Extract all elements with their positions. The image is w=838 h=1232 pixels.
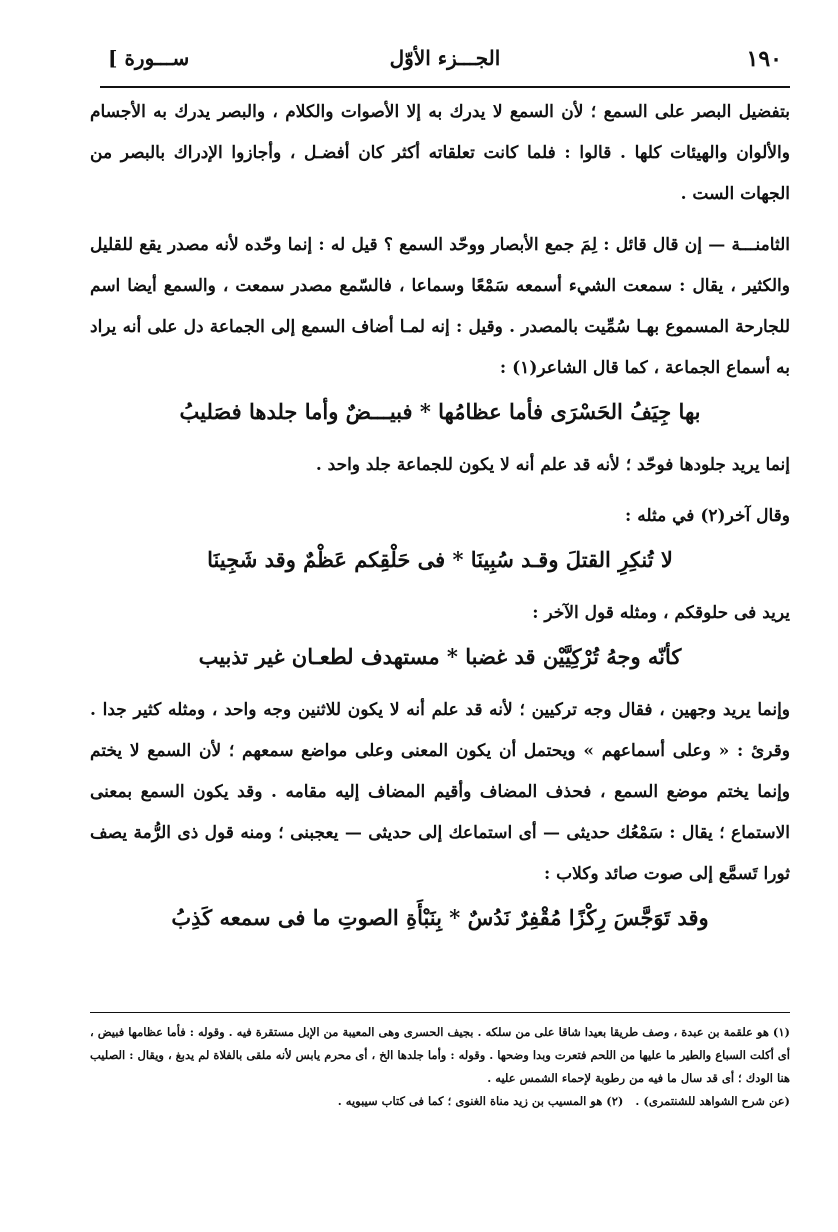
main-text [84, 92, 790, 951]
paragraph-3: إنما يريد جلودها فوحّد ؛ لأنه قد علم أنه لا يكون للجماعة جلد واحد . [315, 455, 790, 475]
verse-3: كأنّه وجهُ تُرْكِيَّيْن قد غضبا * مستهدف لطعـان غير تذبيب [198, 644, 682, 669]
page-header [100, 40, 790, 88]
footnote-1-source-and-2 [90, 1090, 790, 1113]
footnote-2: (٢) هو المسيب بن زيد مناة الغنوى ؛ كما فى كتاب سيبويه . [337, 1094, 624, 1108]
paragraph-2: الثامنـــة — إن قال قائل : لِمَ جمع الأبصار ووحّد السمع ؟ قيل له : إنما وحّده لأنه مصدر يقع للقليل والكثير ، يقال : سمعت الشيء أسمعه سَمْعًا وسماعا ، فالسّمع مصدر سمعت ، والسمع أيضا اسم للجارحة المسموع بهـا سُمِّيت بالمصدر . وقيل : إنه لمـا أضاف السمع إلى الجماعة دل على أنه يراد به أسماع الجماعة ، كما قال الشاعر(١) : [84, 235, 790, 378]
verse-2: لا تُنكِرِ القتلَ وقـد سُبِينَا * فى حَلْقِكم عَظْمٌ وقد شَجِينَا [207, 547, 673, 572]
page-number: ١٩٠ [746, 46, 782, 72]
paragraph-6: وإنما يريد وجهين ، فقال وجه تركيين ؛ لأنه قد علم أنه لا يكون للاثنين وجه واحد ، ومثله كثير جدا . وقرئ : « وعلى أسماعهم » ويحتمل أن يكون المعنى وعلى مواضع سمعهم ؛ لأن السمع لا يختم وإنما يختم موضع السمع ، فحذف المضاف وأقيم المضاف إليه مقامه . وقد يكون السمع بمعنى الاستماع ؛ يقال : سَمْعُك حديثى — أى استماعك إلى حديثى — يعجبنى ؛ ومنه قول ذى الرُّمة يصف ثورا تَسمَّع إلى صوت صائد وكلاب : [84, 700, 790, 884]
verse-4: وقد تَوَجَّسَ رِكْزًا مُقْفِرٌ نَدُسٌ * بِنَبْأَةِ الصوتِ ما فى سمعه كَذِبُ [171, 905, 709, 930]
footnote-1: (١) هو علقمة بن عبدة ، وصف طريقا بعيدا شاقا على من سلكه . بجيف الحسرى وهى المعيبة من الإبل مستقرة فيه . وقوله : فأما عظامها فبيض ، أى أكلت السباع والطير ما عليها من اللحم فتعرت وبدا وضحها . وقوله : وأما جلدها الخ ، أى محرم يابس لأنه ملقى بالفلاة لم يدبغ ، ويقال : الصليب هنا الودك ؛ أى قد سال ما فيه من رطوبة لإحماء الشمس عليه . [90, 1025, 790, 1085]
footnote-1-source: (عن شرح الشواهد للشنتمرى) . [635, 1094, 790, 1108]
part-title: الجـــزء الأوّل [389, 46, 501, 70]
sura-label: [ ســـورة [108, 46, 190, 70]
verse-1: بها جِيَفُ الحَسْرَى فأما عظامُها * فبيـــضٌ وأما جلدها فصَليبُ [179, 399, 701, 424]
footnotes [90, 1012, 790, 1113]
paragraph-1: بتفضيل البصر على السمع ؛ لأن السمع لا يدرك به إلا الأصوات والكلام ، والبصر يدرك به الأجسام والألوان والهيئات كلها . قالوا : فلما كانت تعلقاته أكثر كان أفضـل ، وأجازوا الإدراك بالبصر من الجهات الست . [84, 102, 790, 204]
paragraph-4: وقال آخر(٢) في مثله : [625, 506, 790, 526]
paragraph-5: يريد فى حلوقكم ، ومثله قول الآخر : [532, 603, 790, 623]
